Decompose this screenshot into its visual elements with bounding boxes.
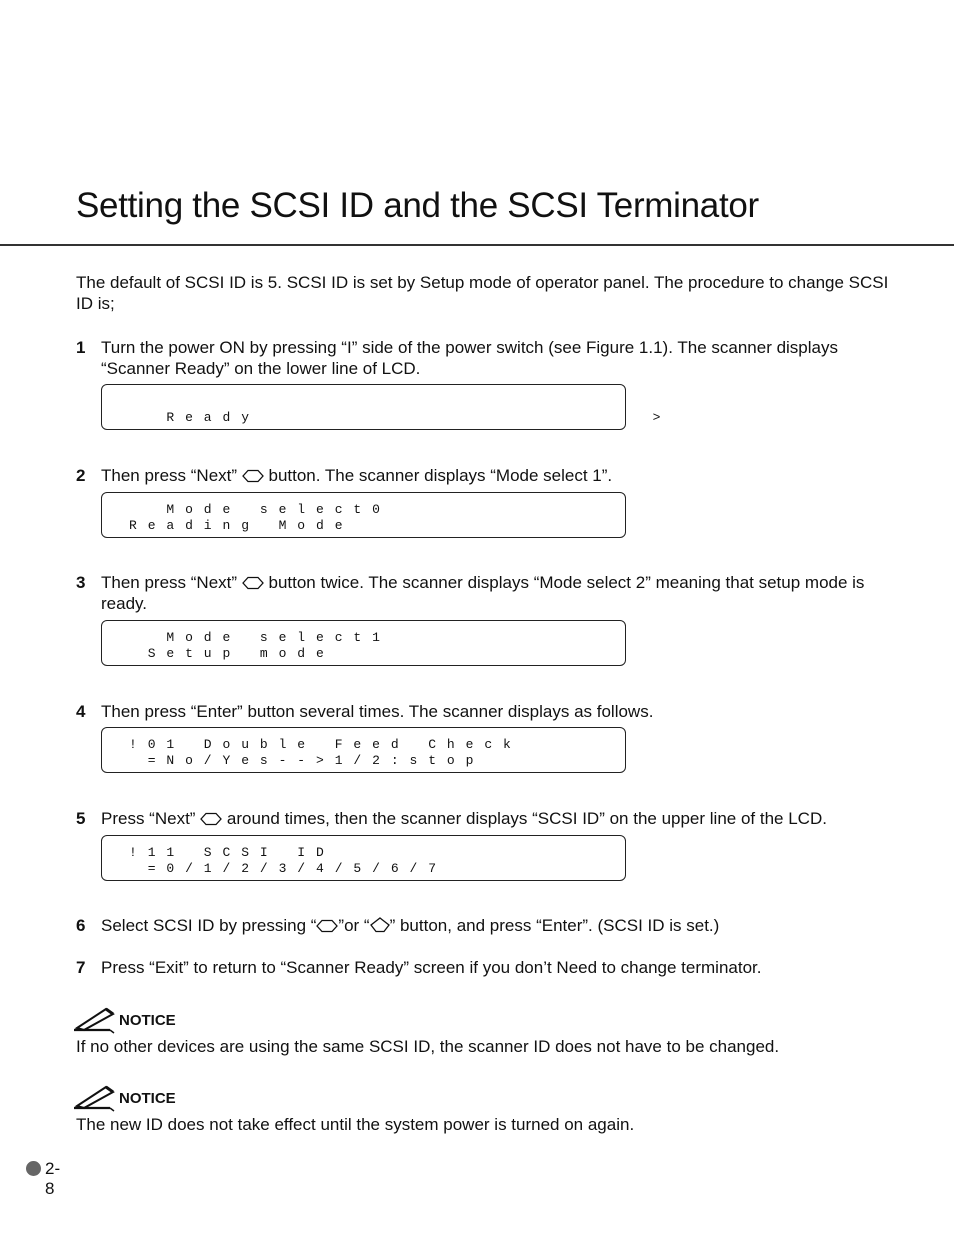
step-text-part: button. The scanner displays “Mode select 1”. xyxy=(263,466,613,485)
title-rule xyxy=(0,244,954,246)
step-4 xyxy=(76,701,906,722)
step-number: 4 xyxy=(76,702,86,721)
lcd-lower-line: =0/1/2/3/4/5/6/7 xyxy=(129,861,447,876)
notice-label: NOTICE xyxy=(119,1012,176,1029)
lcd-upper-line: !11 SCSI ID xyxy=(129,845,335,860)
step-text-part: Then press “Next” xyxy=(101,466,242,485)
intro-paragraph: The default of SCSI ID is 5. SCSI ID is set by Setup mode of operator panel. The procedure to change SCSI ID is; xyxy=(76,273,889,313)
next-button-icon xyxy=(200,812,222,826)
step-text xyxy=(101,915,906,936)
page-title: Setting the SCSI ID and the SCSI Terminator xyxy=(76,186,759,225)
up-button-icon xyxy=(370,917,390,933)
step-text-part: around times, then the scanner displays “SCSI ID” on the upper line of the LCD. xyxy=(222,809,827,828)
page-number-text: 2-8 xyxy=(45,1159,61,1198)
page-marker-dot xyxy=(26,1161,41,1176)
step-text-part: ”or “ xyxy=(338,916,370,935)
step-text-part: Then press “Next” xyxy=(101,573,242,592)
pencil-notice-icon xyxy=(72,1084,118,1112)
step-text xyxy=(101,572,906,614)
step-2 xyxy=(76,465,906,486)
step-text: Then press “Enter” button several times. The scanner displays as follows. xyxy=(101,702,654,721)
step-text-part: ” button, and press “Enter”. (SCSI ID is set.) xyxy=(389,916,720,935)
step-text-part: Select SCSI ID by pressing “ xyxy=(101,916,317,935)
step-6 xyxy=(76,915,906,936)
next-button-icon xyxy=(242,469,264,483)
lcd-display-3 xyxy=(101,620,626,666)
lcd-upper-line: !01 Double Feed Check xyxy=(129,737,522,752)
lcd-display-4 xyxy=(101,727,626,773)
step-text: Press “Exit” to return to “Scanner Ready” screen if you don’t Need to change terminator. xyxy=(101,958,762,977)
step-number: 2 xyxy=(76,466,86,485)
lcd-lower-line: Ready > xyxy=(129,410,672,425)
step-number: 5 xyxy=(76,809,86,828)
step-text xyxy=(101,465,906,486)
step-text xyxy=(101,808,906,829)
step-text-part: Press “Next” xyxy=(101,809,201,828)
lcd-display-5 xyxy=(101,835,626,881)
step-5 xyxy=(76,808,906,829)
notice-1 xyxy=(72,1008,892,1056)
step-text-part: button twice. The scanner displays “Mode select 2” meaning that setup mode is ready. xyxy=(101,573,865,613)
lcd-lower-line: =No/Yes-->1/2:stop xyxy=(129,753,485,768)
step-3 xyxy=(76,572,906,614)
lcd-upper-line: Mode select0 xyxy=(129,502,391,517)
notice-2 xyxy=(72,1086,892,1134)
notice-text: The new ID does not take effect until the system power is turned on again. xyxy=(76,1115,635,1134)
step-7 xyxy=(76,957,906,978)
lcd-lower-line: Setup mode xyxy=(129,646,335,661)
lcd-upper-line: Mode select1 xyxy=(129,630,391,645)
notice-label: NOTICE xyxy=(119,1090,176,1107)
notice-text: If no other devices are using the same SCSI ID, the scanner ID does not have to be changed. xyxy=(76,1037,780,1056)
next-button-icon xyxy=(242,576,264,590)
lcd-lower-line: Reading Mode xyxy=(129,518,354,533)
lcd-display-1 xyxy=(101,384,672,430)
step-number: 1 xyxy=(76,338,86,357)
next-button-icon xyxy=(316,919,338,933)
step-number: 6 xyxy=(76,916,86,935)
pencil-notice-icon xyxy=(72,1006,118,1034)
step-number: 3 xyxy=(76,573,86,592)
lcd-display-2 xyxy=(101,492,626,538)
step-text: Turn the power ON by pressing “I” side of the power switch (see Figure 1.1). The scanner displays “Scanner Ready” on the lower line of LCD. xyxy=(101,338,838,378)
step-number: 7 xyxy=(76,958,86,977)
step-1 xyxy=(76,337,906,379)
